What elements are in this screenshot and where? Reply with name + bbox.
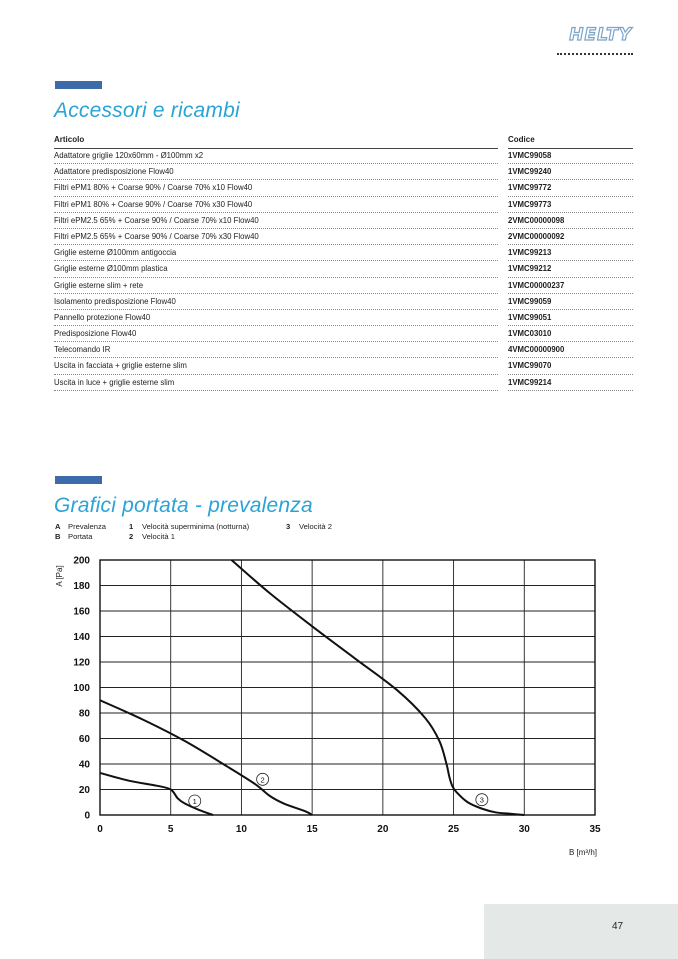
- accessories-title: Accessori e ricambi: [54, 99, 240, 122]
- legend-s1-label: Velocità superminima (notturna): [142, 522, 250, 531]
- x-axis-label: B [m³/h]: [568, 848, 597, 857]
- y-tick-label: 60: [78, 734, 90, 745]
- article-cell: Griglie esterne Ø100mm plastica: [54, 261, 498, 277]
- series-1-line: [100, 773, 213, 815]
- code-cell: 1VMC03010: [508, 326, 633, 342]
- code-cell: 1VMC99240: [508, 164, 633, 180]
- legend-a-key: A: [55, 522, 61, 531]
- y-tick-label: 40: [78, 759, 90, 771]
- article-cell: Filtri ePM1 80% + Coarse 90% / Coarse 70% x30 Flow40: [54, 197, 498, 213]
- code-cell: 1VMC99059: [508, 294, 633, 310]
- code-cell: 1VMC99058: [508, 148, 633, 164]
- article-cell: Adattatore griglie 120x60mm - Ø100mm x2: [54, 148, 498, 164]
- article-cell: Filtri ePM2.5 65% + Coarse 90% / Coarse 70% x30 Flow40: [54, 229, 498, 245]
- x-tick-label: 20: [377, 824, 389, 835]
- article-cell: Isolamento predisposizione Flow40: [54, 294, 498, 310]
- page-number: 47: [612, 921, 624, 932]
- x-tick-label: 15: [306, 824, 318, 835]
- x-tick-label: 10: [235, 824, 247, 835]
- x-tick-label: 0: [97, 824, 103, 835]
- article-cell: Uscita in luce + griglie esterne slim: [54, 375, 498, 391]
- code-cell: 1VMC99772: [508, 180, 633, 196]
- legend-s1-key: 1: [129, 522, 134, 531]
- series-2-line: [100, 700, 312, 815]
- graphs-title: Grafici portata - prevalenza: [54, 494, 313, 517]
- footer-panel: [484, 904, 678, 959]
- code-cell: 1VMC99051: [508, 310, 633, 326]
- legend-s3-label: Velocità 2: [299, 522, 332, 531]
- y-tick-label: 200: [73, 555, 90, 567]
- code-cell: 1VMC00000237: [508, 278, 633, 294]
- article-cell: Uscita in facciata + griglie esterne slim: [54, 358, 498, 374]
- legend-a-label: Prevalenza: [68, 522, 106, 531]
- legend-s3-key: 3: [286, 522, 291, 531]
- article-cell: Telecomando IR: [54, 342, 498, 358]
- code-cell: 2VMC00000092: [508, 229, 633, 245]
- legend-s2-label: Velocità 1: [142, 532, 175, 541]
- header-article: Articolo: [54, 131, 498, 149]
- y-tick-label: 100: [73, 683, 90, 694]
- code-cell: 4VMC00000900: [508, 342, 633, 358]
- code-cell: 1VMC99213: [508, 245, 633, 261]
- code-cell: 1VMC99070: [508, 358, 633, 374]
- y-tick-label: 180: [73, 581, 90, 592]
- article-cell: Filtri ePM1 80% + Coarse 90% / Coarse 70% x10 Flow40: [54, 180, 498, 196]
- legend-s2-key: 2: [129, 532, 134, 541]
- article-cell: Filtri ePM2.5 65% + Coarse 90% / Coarse 70% x10 Flow40: [54, 213, 498, 229]
- article-cell: Pannello protezione Flow40: [54, 310, 498, 326]
- series-3-label: 3: [479, 795, 484, 805]
- legend-b-key: B: [55, 532, 61, 541]
- x-tick-label: 5: [167, 824, 174, 835]
- x-tick-label: 30: [518, 824, 530, 835]
- y-tick-label: 0: [84, 810, 90, 822]
- y-tick-label: 160: [73, 606, 90, 618]
- header-code: Codice: [508, 131, 633, 149]
- article-cell: Adattatore predisposizione Flow40: [54, 164, 498, 180]
- article-cell: Griglie esterne slim + rete: [54, 278, 498, 294]
- x-tick-label: 25: [448, 824, 460, 835]
- series-2-label: 2: [260, 775, 265, 785]
- y-tick-label: 140: [73, 632, 90, 643]
- brand-logo: HELTY: [569, 25, 632, 45]
- code-cell: 1VMC99773: [508, 197, 633, 213]
- y-tick-label: 80: [78, 708, 90, 720]
- article-cell: Griglie esterne Ø100mm antigoccia: [54, 245, 498, 261]
- x-tick-label: 35: [589, 824, 601, 835]
- legend-b-label: Portata: [68, 532, 93, 541]
- code-cell: 2VMC00000098: [508, 213, 633, 229]
- y-axis-label: A [Pa]: [55, 565, 64, 587]
- code-cell: 1VMC99212: [508, 261, 633, 277]
- y-tick-label: 20: [78, 785, 90, 796]
- series-1-label: 1: [192, 796, 197, 806]
- code-cell: 1VMC99214: [508, 375, 633, 391]
- y-tick-label: 120: [73, 657, 90, 669]
- article-cell: Predisposizione Flow40: [54, 326, 498, 342]
